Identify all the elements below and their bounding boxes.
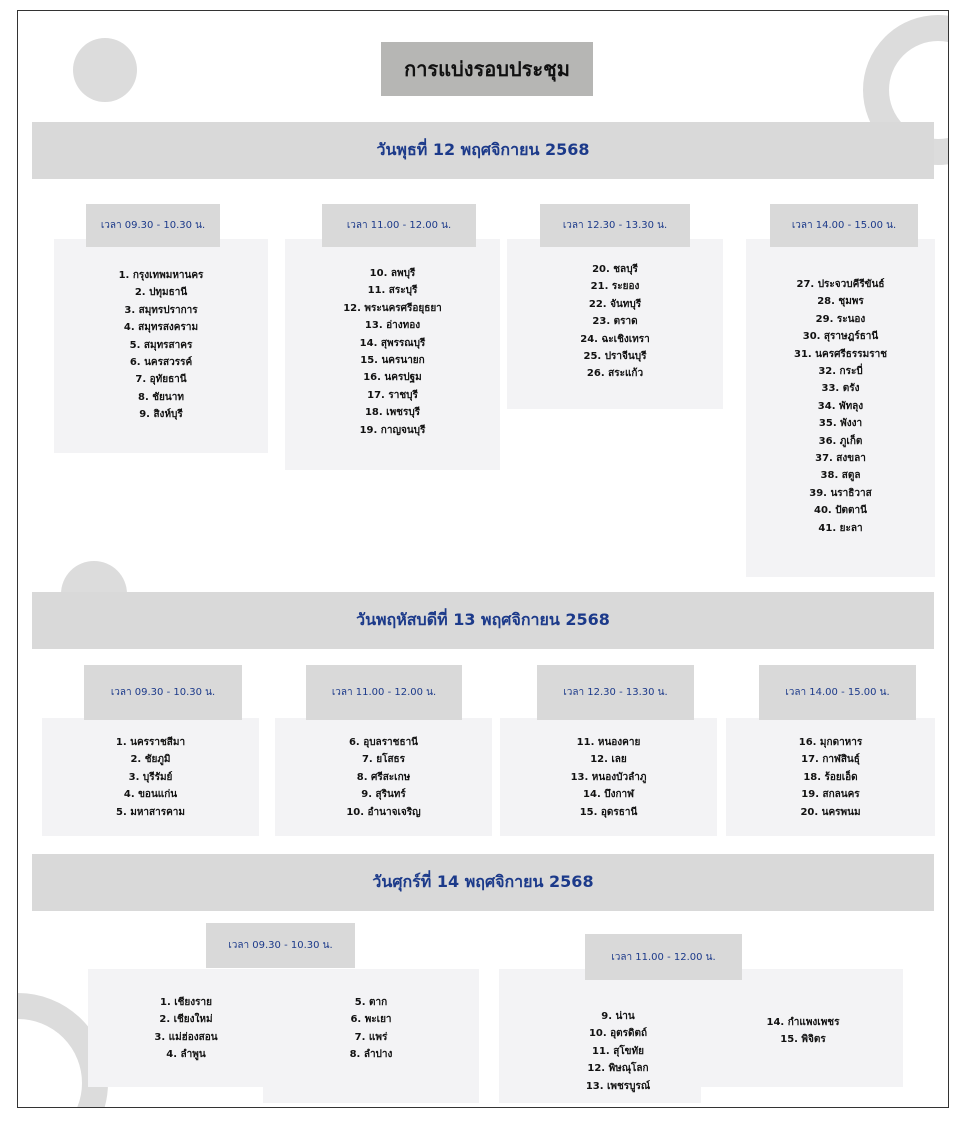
list-item: 23. ตราด xyxy=(592,316,638,328)
list-item: 36. ภูเก็ต xyxy=(818,435,863,447)
list-item: 32. กระบี่ xyxy=(818,366,863,378)
list-item: 12. พระนครศรีอยุธยา xyxy=(343,302,442,314)
list-item: 15. พิจิตร xyxy=(780,1034,826,1046)
list-item: 17. กาฬสินธุ์ xyxy=(801,754,860,766)
list-item: 40. ปัตตานี xyxy=(814,505,867,517)
province-list-box xyxy=(285,239,500,470)
list-item: 35. พังงา xyxy=(818,418,863,430)
time-slot-label: เวลา 14.00 - 15.00 น. xyxy=(759,665,916,720)
time-slot-label: เวลา 11.00 - 12.00 น. xyxy=(585,934,742,980)
list-item: 8. ศรีสะเกษ xyxy=(356,771,411,783)
province-list-box xyxy=(500,718,717,836)
list-item: 26. สระแก้ว xyxy=(586,368,644,380)
list-item: 10. ลพบุรี xyxy=(369,268,416,279)
list-item: 16. มุกดาหาร xyxy=(798,737,863,748)
list-item: 3. บุรีรัมย์ xyxy=(128,771,173,783)
list-item: 5. สมุทรสาคร xyxy=(129,339,193,351)
list-item: 9. น่าน xyxy=(601,1011,635,1022)
list-item: 20. ชลบุรี xyxy=(592,264,638,275)
province-list-box xyxy=(507,239,723,409)
list-item: 25. ปราจีนบุรี xyxy=(583,351,647,363)
province-list-box xyxy=(746,239,935,577)
province-list-box-extension xyxy=(263,1081,479,1103)
list-item: 8. ลำปาง xyxy=(349,1049,393,1061)
list-item: 4. ขอนแก่น xyxy=(123,789,178,801)
time-slot-label: เวลา 09.30 - 10.30 น. xyxy=(86,204,220,247)
list-item: 28. ชุมพร xyxy=(817,296,864,308)
list-item: 10. อุตรดิตถ์ xyxy=(588,1028,648,1040)
list-item: 15. อุดรธานี xyxy=(579,806,638,818)
list-item: 13. หนองบัวลำภู xyxy=(570,771,647,783)
list-item: 14. บึงกาฬ xyxy=(583,789,634,801)
time-slot-label: เวลา 09.30 - 10.30 น. xyxy=(84,665,242,720)
day-header: วันพุธที่ 12 พฤศจิกายน 2568 xyxy=(32,122,934,179)
list-item: 30. สุราษฎร์ธานี xyxy=(802,331,879,343)
list-item: 21. ระยอง xyxy=(590,281,640,293)
list-item: 39. นราธิวาส xyxy=(809,487,872,499)
list-item: 17. ราชบุรี xyxy=(367,389,418,401)
list-item: 16. นครปฐม xyxy=(363,372,422,384)
list-item: 4. ลำพูน xyxy=(166,1049,206,1061)
list-item: 27. ประจวบคีรีขันธ์ xyxy=(796,279,885,290)
list-item: 1. กรุงเทพมหานคร xyxy=(118,270,204,281)
list-item: 19. กาญจนบุรี xyxy=(359,424,426,436)
list-item: 6. พะเยา xyxy=(350,1014,392,1026)
list-item: 14. สุพรรณบุรี xyxy=(359,337,426,349)
list-item: 5. มหาสารคาม xyxy=(115,806,186,818)
province-list-box xyxy=(42,718,259,836)
list-item: 3. แม่ฮ่องสอน xyxy=(154,1031,218,1043)
province-column xyxy=(321,994,421,1064)
list-item: 24. ฉะเชิงเทรา xyxy=(580,333,650,345)
list-item: 15. นครนายก xyxy=(360,355,425,367)
province-column xyxy=(748,1014,858,1049)
list-item: 13. เพชรบูรณ์ xyxy=(585,1080,651,1092)
list-item: 11. สระบุรี xyxy=(367,285,418,297)
list-item: 8. ชัยนาท xyxy=(138,391,184,403)
time-slot-label: เวลา 12.30 - 13.30 น. xyxy=(540,204,690,247)
time-slot-label: เวลา 12.30 - 13.30 น. xyxy=(537,665,694,720)
list-item: 6. นครสวรรค์ xyxy=(129,357,193,369)
list-item: 7. ยโสธร xyxy=(361,754,406,766)
list-item: 29. ระนอง xyxy=(815,313,866,325)
province-list-box xyxy=(275,718,492,836)
time-slot-label: เวลา 11.00 - 12.00 น. xyxy=(306,665,462,720)
province-column xyxy=(116,994,256,1064)
day-header: วันศุกร์ที่ 14 พฤศจิกายน 2568 xyxy=(32,854,934,911)
list-item: 34. พัทลุง xyxy=(817,400,864,412)
list-item: 3. สมุทรปราการ xyxy=(124,304,198,316)
list-item: 12. เลย xyxy=(590,754,627,766)
list-item: 4. สมุทรสงคราม xyxy=(123,322,199,334)
list-item: 20. นครพนม xyxy=(800,806,861,818)
decorative-circle-top-left xyxy=(73,38,137,102)
list-item: 9. สิงห์บุรี xyxy=(139,409,183,421)
province-list-box xyxy=(726,718,935,836)
list-item: 9. สุรินทร์ xyxy=(361,789,406,801)
page-title: การแบ่งรอบประชุม xyxy=(381,42,593,96)
list-item: 2. เชียงใหม่ xyxy=(159,1014,213,1026)
list-item: 11. หนองคาย xyxy=(576,737,641,748)
list-item: 10. อำนาจเจริญ xyxy=(346,806,421,818)
list-item: 22. จันทบุรี xyxy=(588,298,642,310)
day-header: วันพฤหัสบดีที่ 13 พฤศจิกายน 2568 xyxy=(32,592,934,649)
list-item: 14. กำแพงเพชร xyxy=(766,1017,840,1028)
list-item: 5. ตาก xyxy=(354,997,388,1008)
list-item: 31. นครศรีธรรมราช xyxy=(793,348,888,360)
list-item: 33. ตรัง xyxy=(821,383,860,395)
list-item: 19. สกลนคร xyxy=(801,789,860,801)
list-item: 1. นครราชสีมา xyxy=(115,737,186,748)
list-item: 41. ยะลา xyxy=(818,522,863,534)
list-item: 2. ชัยภูมิ xyxy=(130,754,171,766)
list-item: 6. อุบลราชธานี xyxy=(348,737,419,748)
time-slot-label: เวลา 14.00 - 15.00 น. xyxy=(770,204,918,247)
list-item: 13. อ่างทอง xyxy=(364,320,421,332)
list-item: 12. พิษณุโลก xyxy=(587,1063,649,1075)
list-item: 2. ปทุมธานี xyxy=(134,287,188,299)
list-item: 18. ร้อยเอ็ด xyxy=(803,771,858,783)
list-item: 7. แพร่ xyxy=(354,1031,388,1043)
schedule-page xyxy=(17,10,949,1108)
time-slot-label: เวลา 09.30 - 10.30 น. xyxy=(206,923,355,968)
list-item: 37. สงขลา xyxy=(815,453,866,465)
list-item: 11. สุโขทัย xyxy=(592,1045,644,1057)
province-column xyxy=(538,1008,698,1095)
list-item: 38. สตูล xyxy=(820,470,861,482)
list-item: 7. อุทัยธานี xyxy=(135,374,187,386)
time-slot-label: เวลา 11.00 - 12.00 น. xyxy=(322,204,476,247)
list-item: 18. เพชรบุรี xyxy=(364,407,421,419)
province-list-box xyxy=(54,239,268,453)
list-item: 1. เชียงราย xyxy=(159,997,213,1008)
